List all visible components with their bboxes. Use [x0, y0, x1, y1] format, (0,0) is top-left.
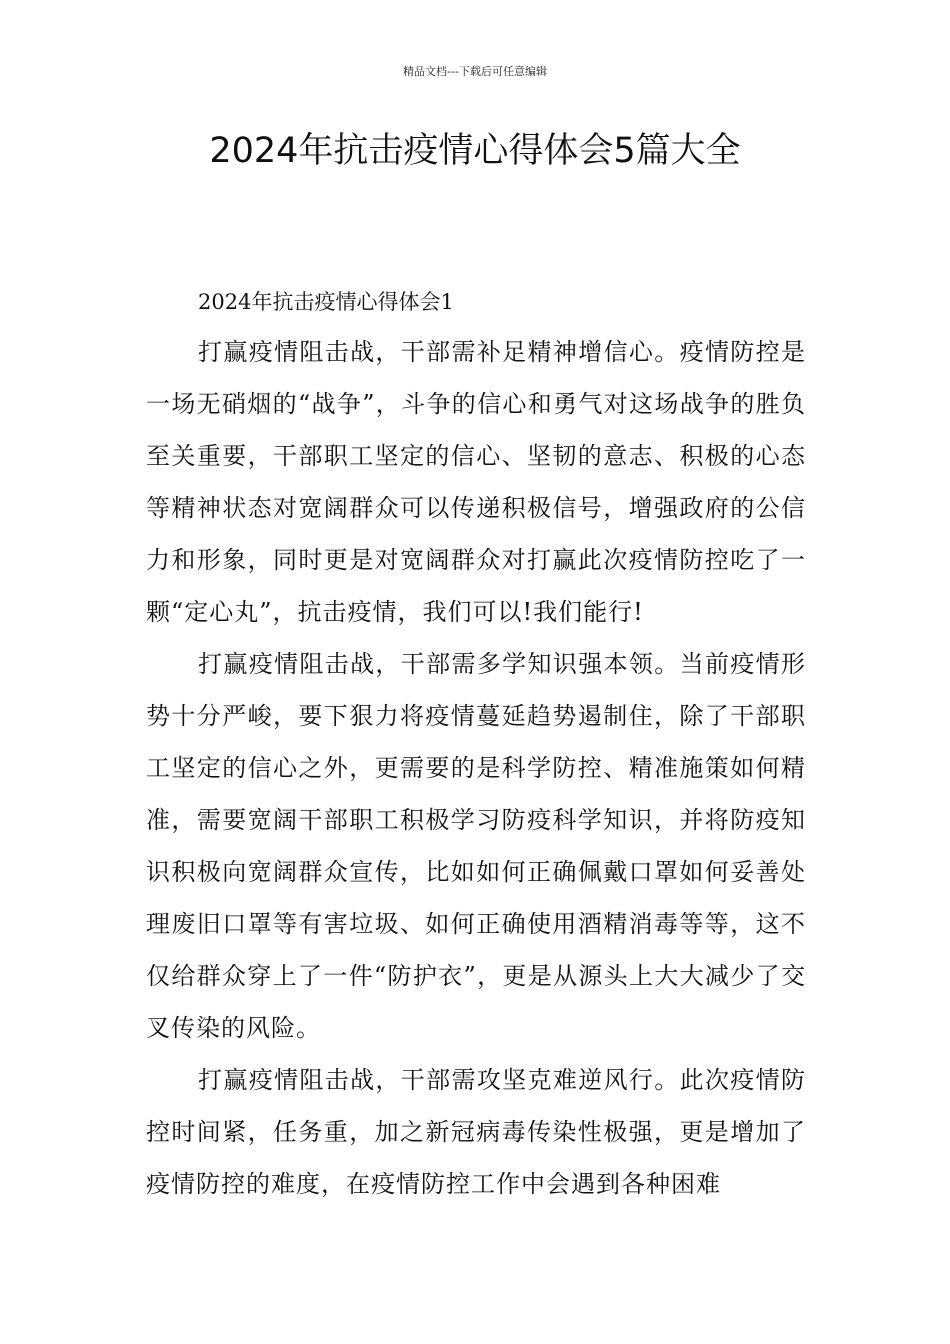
paragraph-1: 打赢疫情阻击战，干部需补足精神增信心。疫情防控是一场无硝烟的“战争”，斗争的信心和勇气对这场战争的胜负至关重要，干部职工坚定的信心、坚韧的意志、积极的心态等精神状态对宽阔群众可以传递积极信号，增强政府的公信力和形象，同时更是对宽阔群众对打赢此次疫情防控吃了一颗“定心丸”，抗击疫情，我们可以!我们能行!	[146, 338, 806, 626]
paragraph-3: 打赢疫情阻击战，干部需攻坚克难逆风行。此次疫情防控时间紧，任务重，加之新冠病毒传染性极强，更是增加了疫情防控的难度，在疫情防控工作中会遇到各种困难	[146, 1066, 806, 1198]
document-title: 2024年抗击疫情心得体会5篇大全	[209, 131, 741, 171]
section-heading: 2024年抗击疫情心得体会1	[198, 290, 454, 314]
document-body	[146, 280, 806, 1210]
header-note: 精品文档---下载后可任意编辑	[403, 65, 547, 78]
paragraph-2: 打赢疫情阻击战，干部需多学知识强本领。当前疫情形势十分严峻，要下狠力将疫情蔓延趋势遏制住，除了干部职工坚定的信心之外，更需要的是科学防控、精准施策如何精准，需要宽阔干部职工积极学习防疫科学知识，并将防疫知识积极向宽阔群众宣传，比如如何正确佩戴口罩如何妥善处理废旧口罩等有害垃圾、如何正确使用酒精消毒等等，这不仅给群众穿上了一件“防护衣”，更是从源头上大大减少了交叉传染的风险。	[146, 650, 806, 1042]
